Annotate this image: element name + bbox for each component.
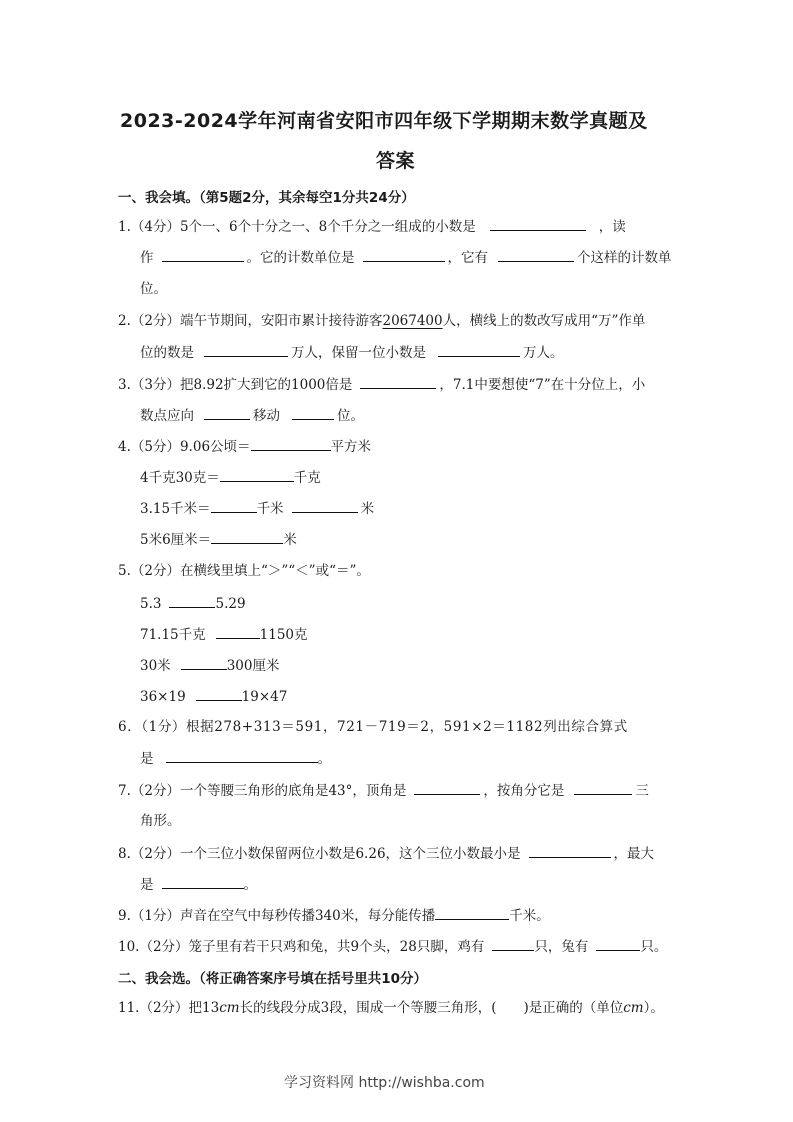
question-5-row2 — [140, 625, 308, 644]
question-9 — [118, 906, 550, 925]
q4-text-a: 4.（5分）9.06公顷＝ — [118, 439, 251, 455]
q3-blank-1[interactable] — [360, 375, 436, 389]
q3-text-e: 位。 — [337, 408, 364, 424]
q8-text-b: ，最大 — [613, 846, 655, 862]
question-11 — [118, 999, 664, 1017]
question-5-row1 — [140, 594, 246, 613]
q4-text-b: 平方米 — [330, 439, 372, 455]
q4-blank-1[interactable] — [251, 437, 331, 451]
q2-text-c: 位的数是 — [140, 345, 194, 361]
question-4-row3 — [140, 499, 374, 518]
q9-text-a: 9.（1分）声音在空气中每秒传播340米，每分能传播 — [118, 908, 436, 924]
q1-blank-2[interactable] — [162, 248, 244, 262]
q9-text-b: 千米。 — [509, 908, 550, 924]
q7-text-b: ，按角分它是 — [483, 783, 565, 799]
section-heading-choice: 二、我会选。（将正确答案序号填在括号里共10分） — [118, 971, 428, 987]
q4-text-g: 米 — [360, 501, 375, 517]
q7-text-a: 7.（2分）一个等腰三角形的底角是43°，顶角是 — [118, 783, 407, 799]
question-1-line3: 位。 — [140, 281, 167, 297]
question-1-line2 — [140, 248, 672, 267]
question-4 — [118, 437, 371, 456]
q2-underlined-number: 2067400 — [382, 313, 443, 329]
q5-r4-right: 19×47 — [241, 689, 288, 705]
q10-blank-2[interactable] — [596, 937, 640, 951]
q7-blank-1[interactable] — [414, 781, 480, 795]
question-8 — [118, 844, 654, 863]
q10-text-b: 只，兔有 — [534, 939, 589, 955]
q3-blank-2[interactable] — [204, 406, 250, 420]
question-7 — [118, 781, 649, 800]
question-2 — [118, 312, 645, 330]
footer-watermark: 学习资料网 http://wishba.com — [284, 1075, 485, 1091]
page-title-line2: 答案 — [376, 150, 416, 172]
q2-text-d: 万人，保留一位小数是 — [291, 345, 426, 361]
q2-blank-1[interactable] — [204, 343, 288, 357]
question-10 — [118, 937, 667, 956]
q3-text-d: 移动 — [253, 408, 280, 424]
question-6: 6．（1分）根据278+313＝591，721－719＝2，591×2＝1182列出综合算式 — [118, 719, 628, 735]
q1-blank-1[interactable] — [490, 217, 586, 231]
q6-text-b: 是 — [140, 751, 154, 767]
page-title: 2023-2024学年河南省安阳市四年级下学期期末数学真题及 — [120, 110, 648, 132]
q1-blank-3[interactable] — [363, 248, 445, 262]
q1-text-a: 1.（4分）5个一、6个十分之一、8个千分之一组成的小数是 — [118, 219, 476, 235]
q3-text-c: 数点应向 — [140, 408, 194, 424]
q1-text-b: ，读 — [598, 219, 626, 235]
q4-blank-4[interactable] — [292, 499, 358, 513]
q5-r2-right: 1150克 — [259, 627, 308, 643]
question-5-row3 — [140, 656, 279, 675]
q4-blank-5[interactable] — [211, 530, 283, 544]
q8-text-a: 8.（2分）一个三位小数保留两位小数是6.26，这个三位小数最小是 — [118, 846, 521, 862]
question-4-row2 — [140, 468, 321, 487]
q7-text-c: 三 — [635, 783, 649, 799]
q11-unit-cm-2: cm — [623, 1000, 644, 1016]
question-6-line2 — [140, 749, 331, 768]
question-4-row4 — [140, 530, 297, 549]
q5-r4-left: 36×19 — [140, 689, 186, 705]
question-3 — [118, 375, 645, 394]
question-7-line2: 角形。 — [140, 813, 181, 829]
section-heading-fill: 一、我会填。（第5题2分，其余每空1分共24分） — [118, 190, 415, 206]
q9-blank-1[interactable] — [435, 906, 509, 920]
question-5-row4 — [140, 687, 287, 706]
q2-text-e: 万人。 — [523, 345, 564, 361]
question-1 — [118, 217, 626, 236]
q11-unit-cm: cm — [219, 1000, 240, 1016]
q11-text-c: ）。 — [643, 1000, 664, 1016]
q7-blank-2[interactable] — [574, 781, 632, 795]
q5-r2-left: 71.15千克 — [140, 627, 206, 643]
q4-blank-2[interactable] — [220, 468, 294, 482]
q2-blank-2[interactable] — [438, 343, 520, 357]
question-5: 5.（2分）在横线里填上“＞”“＜”或“＝”。 — [118, 563, 370, 579]
q5-r3-left: 30米 — [140, 658, 171, 674]
question-3-line2 — [140, 406, 364, 425]
q8-blank-2[interactable] — [162, 875, 244, 889]
q8-text-d: 。 — [243, 877, 257, 893]
q4-text-f: 千米 — [256, 501, 284, 517]
q5-blank-3[interactable] — [181, 656, 227, 670]
q4-text-c: 4千克30克＝ — [140, 470, 220, 486]
q2-text-b: 人，横线上的数改写成用“万”作单 — [442, 313, 646, 329]
q4-blank-3[interactable] — [211, 499, 257, 513]
q5-blank-4[interactable] — [196, 687, 242, 701]
q1-text-c: 作 — [140, 250, 154, 266]
q8-text-c: 是 — [140, 877, 154, 893]
q4-text-h: 5米6厘米＝ — [140, 532, 212, 548]
q3-text-a: 3.（3分）把8.92扩大到它的1000倍是 — [118, 377, 353, 393]
q5-r1-right: 5.29 — [215, 596, 246, 612]
q6-text-c: 。 — [317, 751, 331, 767]
q5-r3-right: 300厘米 — [226, 658, 280, 674]
q10-blank-1[interactable] — [492, 937, 534, 951]
q11-text-a: 11.（2分）把13 — [118, 1000, 220, 1016]
question-8-line2 — [140, 875, 257, 894]
q5-blank-1[interactable] — [169, 594, 215, 608]
q10-text-a: 10.（2分）笼子里有若干只鸡和兔，共9个头，28只脚，鸡有 — [118, 939, 485, 955]
q8-blank-1[interactable] — [529, 844, 611, 858]
q3-text-b: ，7.1中要想使“7”在十分位上，小 — [439, 377, 646, 393]
q3-blank-3[interactable] — [292, 406, 334, 420]
q2-text-a: 2.（2分）端午节期间，安阳市累计接待游客 — [118, 313, 383, 329]
q1-text-e: ，它有 — [447, 250, 488, 266]
q5-blank-2[interactable] — [216, 625, 260, 639]
q10-text-c: 只。 — [640, 939, 668, 955]
q4-text-e: 3.15千米＝ — [140, 501, 211, 517]
q4-text-d: 千克 — [293, 470, 321, 486]
q1-blank-4[interactable] — [498, 248, 574, 262]
q11-text-b: 长的线段分成3段，围成一个等腰三角形，( )是正确的（单位 — [239, 1000, 624, 1016]
q5-r1-left: 5.3 — [140, 596, 162, 612]
q1-text-d: 。它的计数单位是 — [246, 250, 355, 266]
q1-text-f: 个这样的计数单 — [577, 250, 672, 266]
q6-blank-1[interactable] — [166, 749, 318, 763]
q4-text-i: 米 — [283, 532, 297, 548]
question-2-line2 — [140, 343, 564, 362]
